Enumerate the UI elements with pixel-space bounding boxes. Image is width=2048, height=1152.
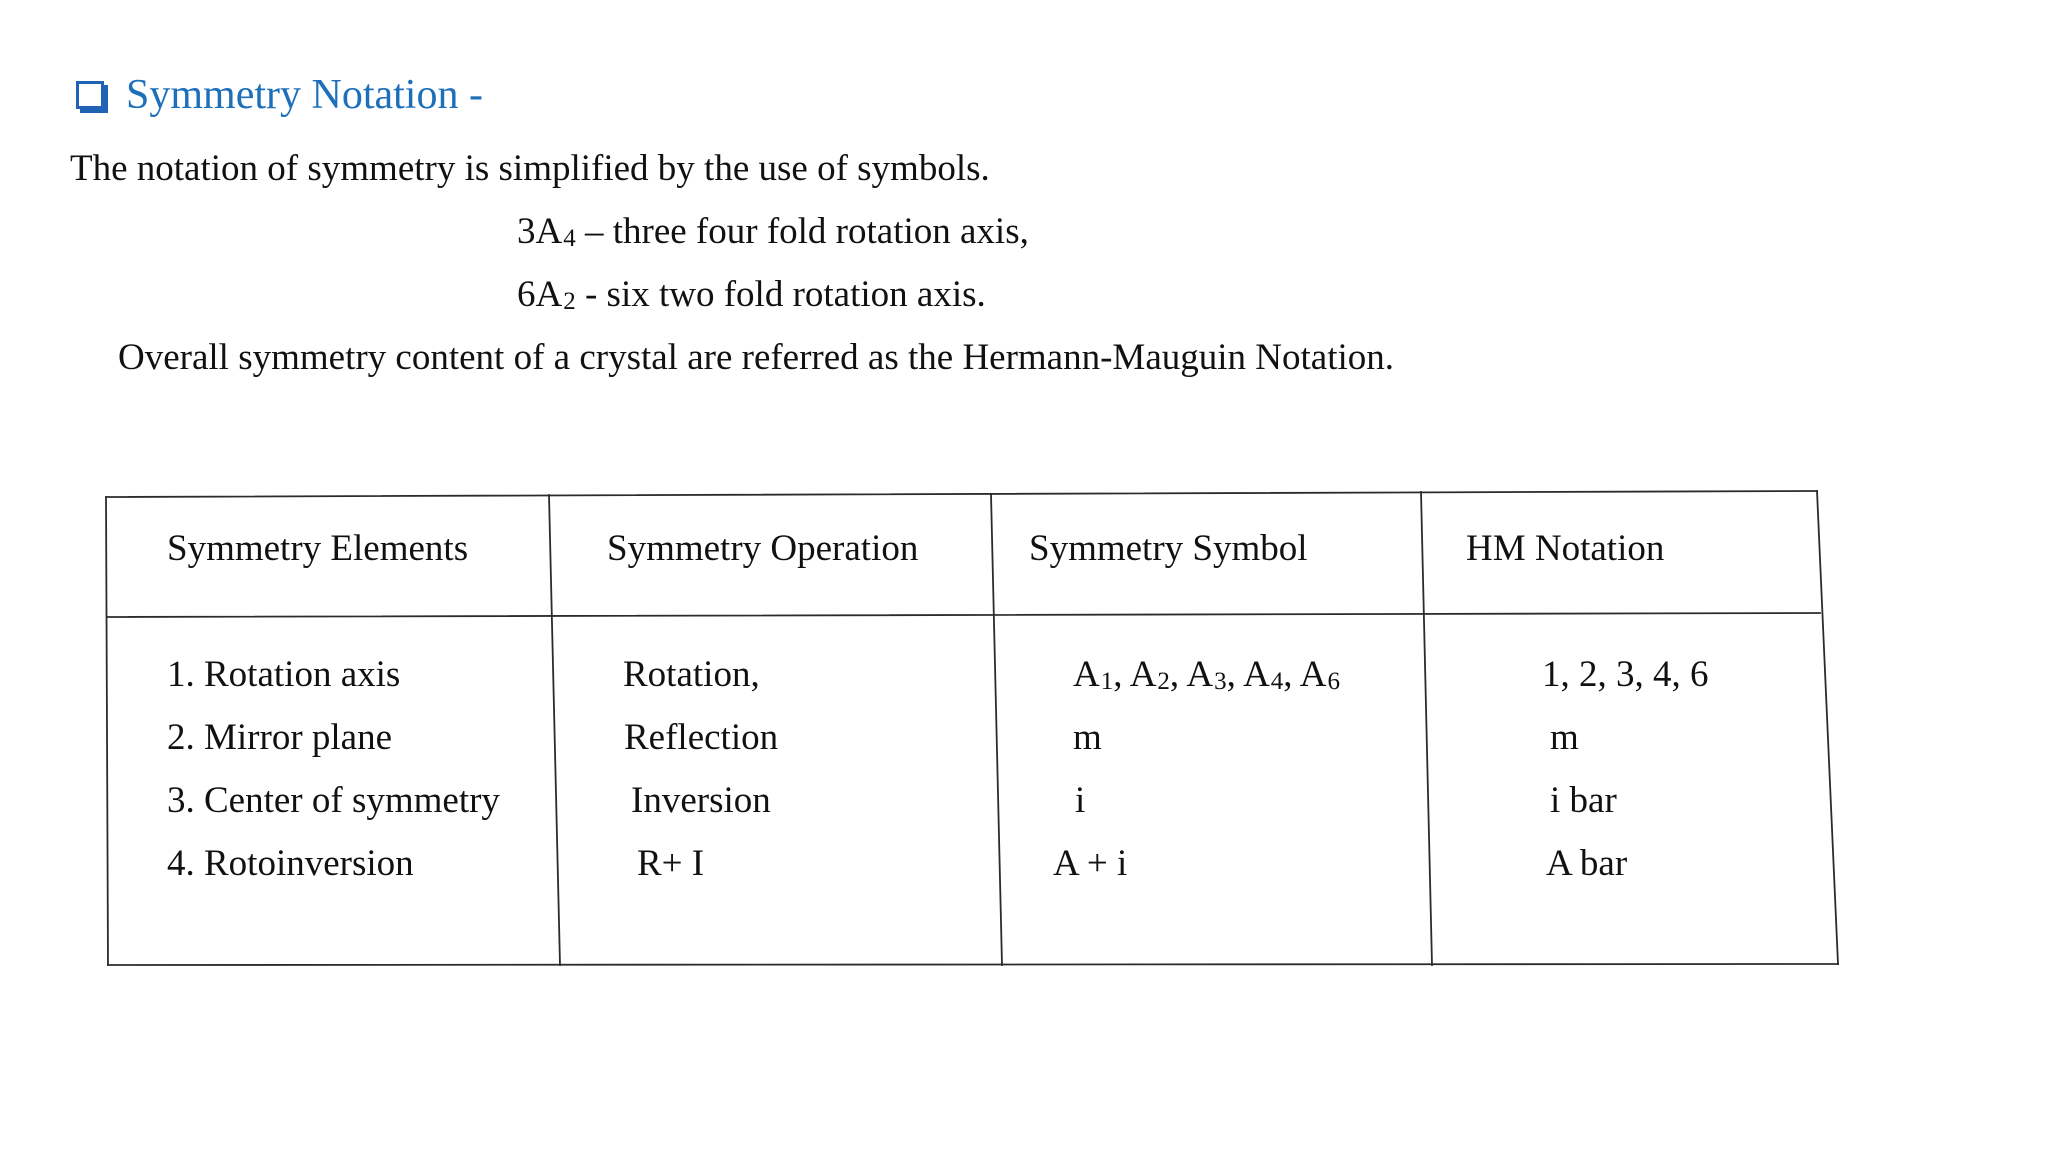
table-cell-rotoinversion-notation: A bar (1546, 843, 1628, 884)
table-cell-rotation-symbols (1073, 654, 1340, 697)
equation-subscript: 4 (563, 225, 576, 252)
symbol-subscript: 1 (1100, 668, 1114, 695)
table-column-divider-2 (991, 494, 1002, 965)
table-cell-center-of-symmetry: 3. Center of symmetry (167, 780, 500, 821)
table-cell-rotation-operation: Rotation, (623, 654, 760, 695)
table-cell-mirror-notation: m (1550, 717, 1579, 758)
table-cell-rotoinversion: 4. Rotoinversion (167, 843, 414, 884)
equation-text: – three four fold rotation axis, (575, 211, 1029, 252)
overall-symmetry-text: Overall symmetry content of a crystal are referred as the Hermann-Mauguin Notation. (118, 337, 1395, 378)
equation-prefix: 3A (517, 211, 563, 252)
table-border-right (1817, 491, 1838, 964)
symbol-separator: , A (1283, 654, 1327, 695)
table-cell-inversion-operation: Inversion (631, 780, 771, 821)
table-cell-inversion-symbol: i (1075, 780, 1086, 821)
table-header-divider (107, 613, 1820, 617)
table-cell-mirror-plane: 2. Mirror plane (167, 717, 393, 758)
table-header-symmetry-symbol: Symmetry Symbol (1029, 528, 1308, 569)
table-column-divider-1 (549, 495, 560, 965)
table-border-bottom (108, 964, 1838, 965)
table-cell-rotation-axis: 1. Rotation axis (167, 654, 401, 695)
table-header-symmetry-operation: Symmetry Operation (607, 528, 919, 569)
symbol-subscript: 2 (1157, 668, 1170, 695)
symbol-subscript: 3 (1214, 668, 1227, 695)
table-border-top (106, 491, 1817, 497)
table-cell-rotation-notation: 1, 2, 3, 4, 6 (1542, 654, 1709, 695)
table-cell-inversion-notation: i bar (1550, 780, 1617, 821)
table-cell-rotoinversion-operation: R+ I (637, 843, 705, 884)
table-column-divider-3 (1421, 492, 1432, 965)
table-border-left (106, 497, 108, 965)
symbol-separator: , A (1169, 654, 1214, 695)
section-title: Symmetry Notation - (126, 72, 483, 118)
symbol-separator: , A (1226, 654, 1270, 695)
symbol-separator: , A (1113, 654, 1157, 695)
equation-subscript: 2 (563, 288, 576, 315)
symbol-subscript: 6 (1327, 668, 1340, 695)
equation-text: - six two fold rotation axis. (575, 274, 986, 315)
table-cell-rotoinversion-symbol: A + i (1053, 843, 1128, 884)
intro-text: The notation of symmetry is simplified by the use of symbols. (70, 148, 990, 189)
table-cell-reflection-operation: Reflection (624, 717, 779, 758)
symbol-base: A (1073, 654, 1100, 695)
symbol-subscript: 4 (1270, 668, 1284, 695)
table-header-symmetry-elements: Symmetry Elements (167, 528, 469, 569)
equation-prefix: 6A (517, 274, 563, 315)
table-cell-mirror-symbol: m (1073, 717, 1102, 758)
table-header-hm-notation: HM Notation (1466, 528, 1665, 569)
